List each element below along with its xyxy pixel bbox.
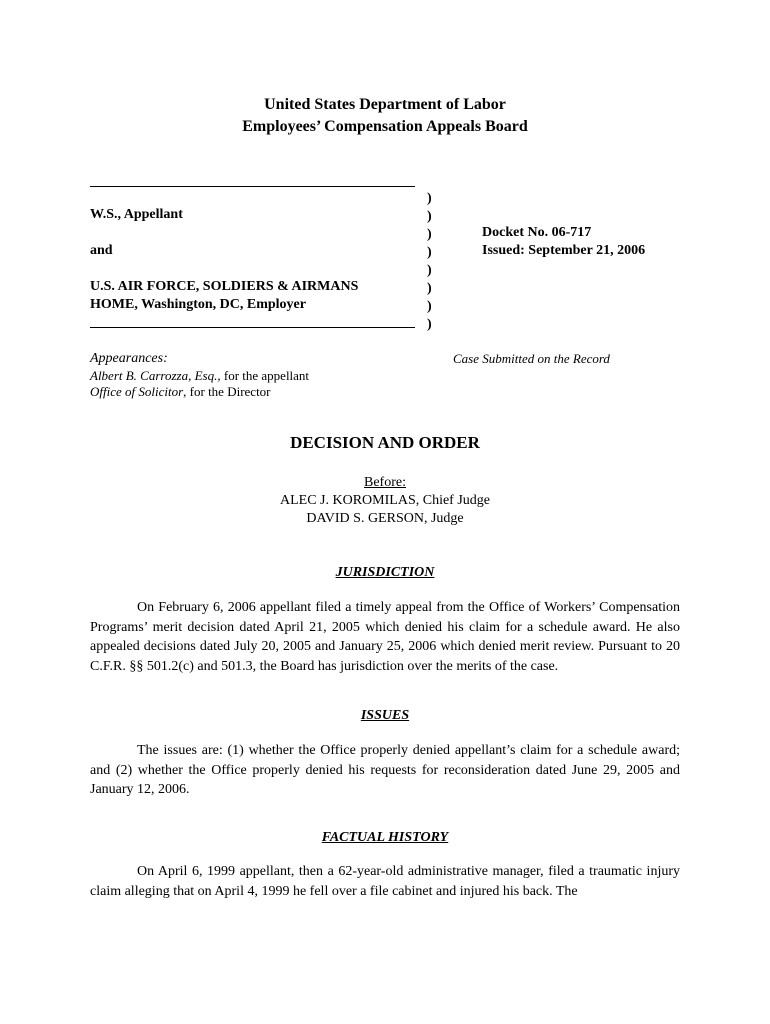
jurisdiction-heading-row xyxy=(0,563,770,583)
case-submitted-note: Case Submitted on the Record xyxy=(453,351,610,366)
issues-heading: ISSUES xyxy=(360,708,410,723)
before-text: Before: xyxy=(364,475,406,490)
director-counsel-role: , for the Director xyxy=(183,384,271,399)
judge-associate: DAVID S. GERSON, Judge xyxy=(306,511,464,526)
paren: ) xyxy=(427,263,432,278)
caption-paren-column xyxy=(427,190,439,334)
appearances-label: Appearances: xyxy=(90,351,168,366)
employer-line-2: HOME, Washington, DC, Employer xyxy=(90,297,306,312)
judge-chief: ALEC J. KOROMILAS, Chief Judge xyxy=(280,493,490,508)
director-counsel: Office of Solicitor xyxy=(90,384,184,399)
paren: ) xyxy=(427,227,432,242)
agency-name: United States Department of Labor xyxy=(264,96,506,113)
paren: ) xyxy=(427,299,432,314)
appellant-name: W.S., Appellant xyxy=(90,207,183,222)
paren: ) xyxy=(427,245,432,260)
issues-heading-row xyxy=(0,706,770,726)
factual-history-paragraph: On April 6, 1999 appellant, then a 62-year-old administrative manager, filed a traumatic injury claim alleging that on April 4, 1999 he fell over a file cabinet and injured his back. The xyxy=(90,864,680,899)
before-label xyxy=(0,473,770,493)
employer-line-1: U.S. AIR FORCE, SOLDIERS & AIRMANS xyxy=(90,279,359,294)
decision-title: DECISION AND ORDER xyxy=(290,433,480,452)
paren: ) xyxy=(427,317,432,332)
board-name: Employees’ Compensation Appeals Board xyxy=(242,118,528,135)
appellant-counsel-role: for the appellant xyxy=(223,368,310,383)
appearance-appellant xyxy=(90,367,309,384)
paren: ) xyxy=(427,209,432,224)
jurisdiction-paragraph: On February 6, 2006 appellant filed a timely appeal from the Office of Workers’ Compensation Programs’ merit decision dated April 21, 2005 which denied his claim for a schedule award. He also appealed decisions dated July 20, 2005 and January 25, 2006 which denied merit review. Pursuant to 20 C.F.R. §§ 501.2(c) and 501.3, the Board has jurisdiction over the merits of the case. xyxy=(90,600,680,674)
factual-history-heading: FACTUAL HISTORY xyxy=(321,830,449,845)
appellant-counsel: Albert B. Carrozza, Esq., xyxy=(90,368,221,383)
jurisdiction-heading: JURISDICTION xyxy=(335,565,435,580)
issued-date: Issued: September 21, 2006 xyxy=(482,243,646,258)
caption-top-rule xyxy=(90,186,415,187)
factual-heading-row xyxy=(0,828,770,848)
caption-and: and xyxy=(90,243,113,258)
paren: ) xyxy=(427,191,432,206)
appearance-director xyxy=(90,383,271,400)
caption-bottom-rule xyxy=(90,327,415,328)
paren: ) xyxy=(427,281,432,296)
issues-paragraph: The issues are: (1) whether the Office properly denied appellant’s claim for a schedule award; and (2) whether the Office properly denied his requests for reconsideration dated June 29, 2005 and January 12, 2006. xyxy=(90,743,680,797)
docket-number: Docket No. 06-717 xyxy=(482,225,592,240)
